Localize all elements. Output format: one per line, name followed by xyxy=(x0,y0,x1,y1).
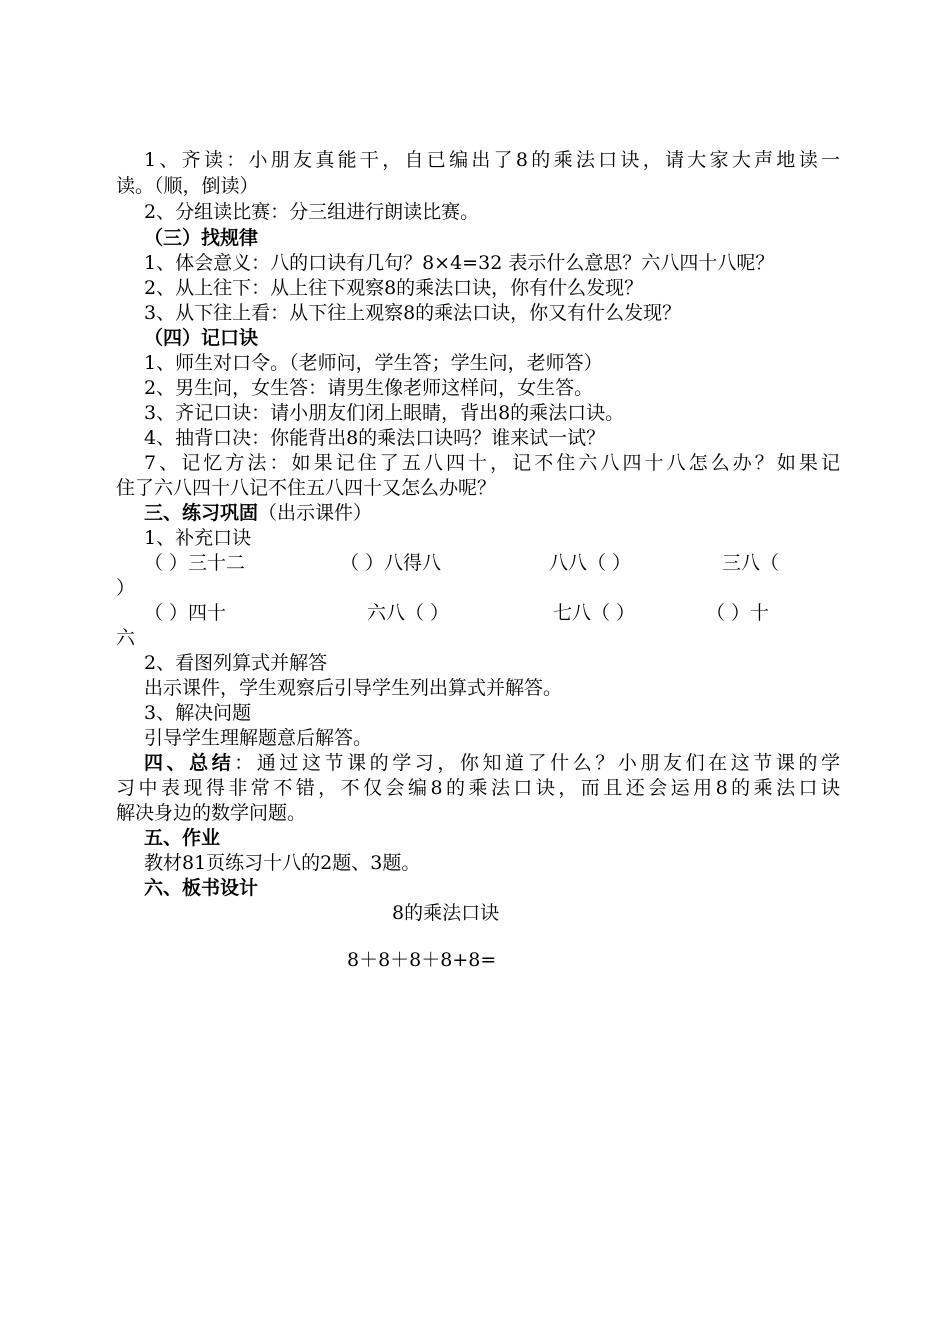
practice-item-3-desc: 引导学生理解题意后解答。 xyxy=(144,727,373,749)
fill-blank-1: （ ）三十二 xyxy=(144,552,246,574)
find-pattern-item-2: 2、从上往下：从上往下观察8的乘法口诀，你有什么发现？ xyxy=(144,277,644,299)
memorize-heading: （四）记口诀 xyxy=(144,327,259,349)
find-pattern-item-3: 3、从下往上看：从下往上观察8的乘法口诀，你又有什么发现？ xyxy=(144,302,682,324)
fill-blank-8: （ ）十 xyxy=(706,602,770,624)
homework-heading: 五、作业 xyxy=(144,827,221,849)
read-item-1-line-2: 读。（顺，倒读） xyxy=(116,175,259,197)
fill-blank-6: 六八（ ） xyxy=(367,602,450,624)
practice-heading xyxy=(144,500,372,526)
memorize-item-7-line-1: 7、记忆方法：如果记住了五八四十，记不住六八四十八怎么办？如果记 xyxy=(144,452,840,474)
summary-line-1 xyxy=(144,750,840,776)
board-formula: 8＋8＋8＋8+8= xyxy=(347,949,497,971)
fill-blank-8-wrap: 六 xyxy=(116,627,136,649)
summary-line-2: 习中表现得非常不错，不仅会编8的乘法口诀，而且还会运用8的乘法口诀 xyxy=(116,777,840,799)
fill-blank-2: （ ）八得八 xyxy=(340,552,442,574)
memorize-item-1: 1、师生对口令。（老师问，学生答；学生问，老师答） xyxy=(144,352,603,374)
board-title: 8的乘法口诀 xyxy=(392,902,500,924)
practice-item-1: 1、补充口诀 xyxy=(144,527,252,549)
summary-line-3: 解决身边的数学问题。 xyxy=(116,802,307,824)
practice-heading-title: 三、练习巩固 xyxy=(144,502,259,524)
find-pattern-item-1: 1、体会意义：八的口诀有几句？8×4=32 表示什么意思？六八四十八呢？ xyxy=(144,252,775,274)
board-heading: 六、板书设计 xyxy=(144,877,259,899)
practice-item-3: 3、解决问题 xyxy=(144,702,252,724)
memorize-item-2: 2、男生问，女生答：请男生像老师这样问，女生答。 xyxy=(144,377,594,399)
practice-heading-note: （出示课件） xyxy=(258,502,373,524)
practice-item-2: 2、看图列算式并解答 xyxy=(144,652,328,674)
fill-blank-4-wrap: ） xyxy=(116,577,136,599)
read-item-2: 2、分组读比赛：分三组进行朗读比赛。 xyxy=(144,201,480,223)
fill-blank-3: 八八（ ） xyxy=(549,552,632,574)
summary-line-1-text: ：通过这节课的学习，你知道了什么？小朋友们在这节课的学 xyxy=(234,752,840,774)
fill-blank-7: 七八（ ） xyxy=(553,602,636,624)
read-item-1-line-1: 1、齐读：小朋友真能干，自已编出了8的乘法口诀，请大家大声地读一 xyxy=(144,149,840,171)
fill-blank-4: 三八（ xyxy=(722,552,780,574)
memorize-item-4: 4、抽背口决：你能背出8的乘法口诀吗？谁来试一试？ xyxy=(144,427,606,449)
summary-heading: 四、总结 xyxy=(144,752,235,774)
practice-item-2-desc: 出示课件，学生观察后引导学生列出算式并解答。 xyxy=(144,677,563,699)
memorize-item-7-line-2: 住了六八四十八记不住五八四十又怎么办呢？ xyxy=(116,477,497,499)
memorize-item-3: 3、齐记口诀：请小朋友们闭上眼睛，背出8的乘法口诀。 xyxy=(144,402,625,424)
homework-text: 教材81页练习十八的2题、3题。 xyxy=(144,852,421,874)
find-pattern-heading: （三）找规律 xyxy=(144,227,259,249)
fill-blank-5: （ ）四十 xyxy=(144,602,227,624)
